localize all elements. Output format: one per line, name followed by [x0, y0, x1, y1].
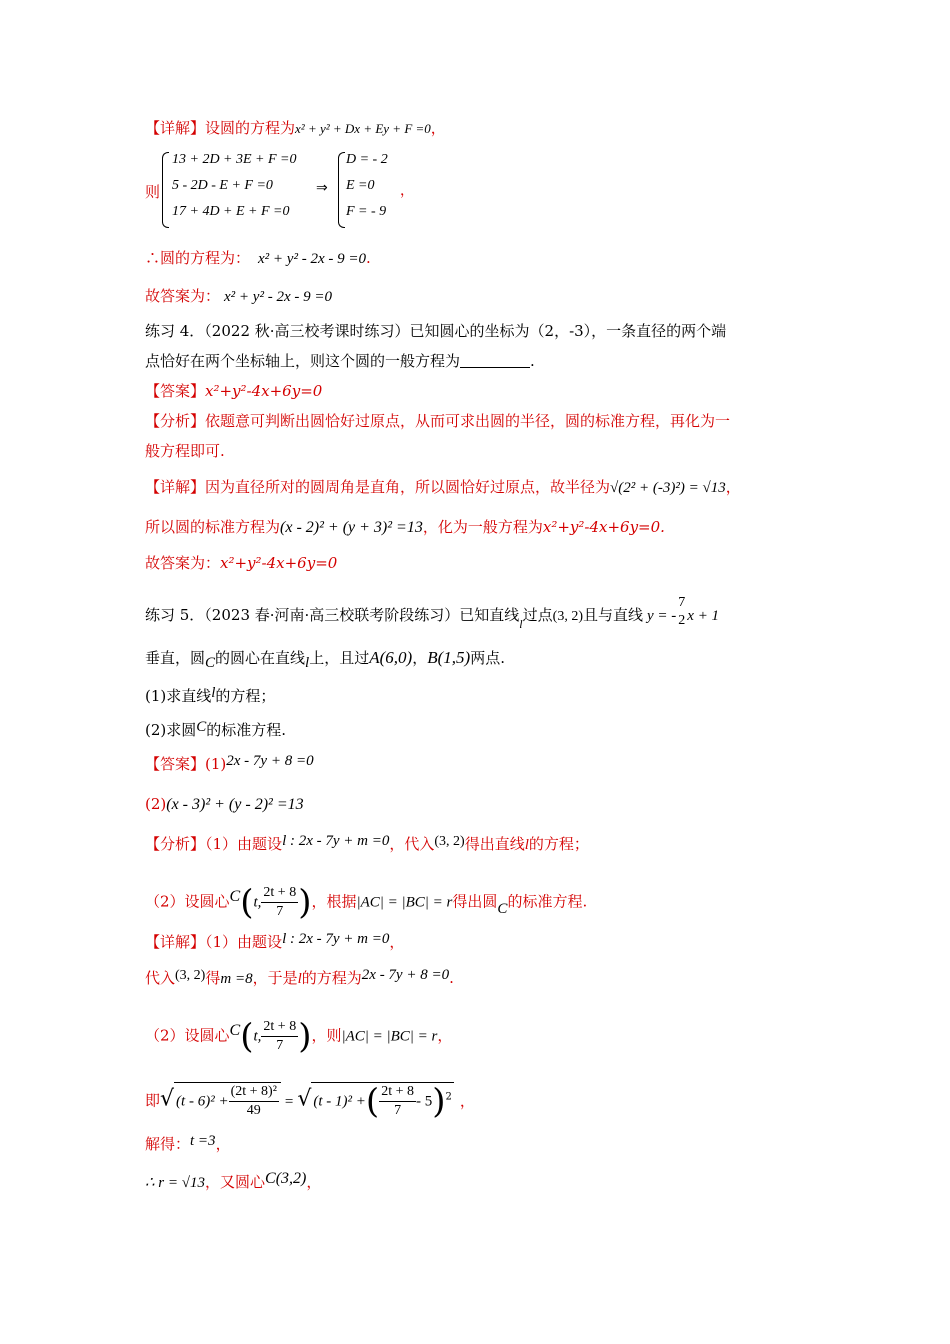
implies-arrow: ⇒ [316, 181, 328, 196]
point-A: A(6,0) [369, 648, 413, 667]
line-equation: l : 2x - 7y + m =0 [282, 833, 390, 849]
line-equation: 2x - 7y + 8 =0 [361, 967, 450, 983]
detail-4-line-1 [145, 477, 741, 498]
numerator: 2t + 8 [261, 1018, 298, 1037]
punct: . [530, 352, 535, 370]
circle-C: C [196, 719, 207, 735]
detail-text: 设圆的方程为 [205, 119, 296, 137]
analysis-text: 得出圆 [452, 892, 498, 911]
point: (3, 2) [175, 968, 206, 983]
analysis-5-line-2 [145, 884, 587, 921]
system-right-row: F = - 9 [346, 204, 387, 219]
sqrt-left [174, 1082, 281, 1120]
numerator: 2t + 8 [261, 884, 298, 903]
equation-system [160, 150, 414, 230]
exercise-4-text: 点恰好在两个坐标轴上，则这个圆的一般方程为 [145, 352, 461, 370]
question-text: 的方程； [215, 687, 276, 705]
circle-C: C [497, 900, 508, 917]
exercise-5-text: 过点 [522, 606, 553, 624]
answer-equation: x²+y²-4x+6y=0 [220, 554, 338, 572]
sqrt-symbol: √ [297, 1086, 312, 1112]
detail-text: 得 [205, 969, 221, 987]
detail-tag: 【详解】 [145, 478, 206, 496]
detail-line-1 [145, 118, 446, 139]
punct: ， [459, 1091, 475, 1110]
t-value: t =3 [190, 1133, 216, 1149]
fraction [676, 594, 687, 630]
answer-4-line [145, 381, 322, 401]
exercise-4-line-2 [145, 351, 535, 371]
fraction [261, 1018, 298, 1055]
exercise-5-text: 上，且过 [309, 649, 370, 667]
detail-text: ，则 [311, 1026, 342, 1045]
exercise-5-line-1 [145, 595, 720, 634]
radius-expression: √(2² + (-3)²) = √13 [610, 480, 726, 496]
left-paren: ( [365, 1081, 380, 1122]
answer-4-equation: x²+y²-4x+6y=0 [205, 382, 323, 400]
therefore-line [145, 248, 371, 269]
detail-5-line-2 [145, 968, 454, 990]
radius-value: ∴ r = √13 [145, 1175, 205, 1191]
sqrt-right [311, 1082, 453, 1120]
system-right-row: E =0 [346, 178, 375, 193]
detail-4-line-3 [145, 553, 337, 573]
detail-5-line-6 [145, 1172, 321, 1193]
answer-line [145, 286, 332, 307]
right-brace [338, 152, 345, 228]
exercise-5-text: 练习 5．（2023 春·河南·高三校联考阶段练习）已知直线 [145, 606, 520, 624]
circle-center: C(3,2) [265, 1170, 307, 1187]
detail-text: ，又圆心 [205, 1173, 266, 1191]
term: (t - 1)² + [313, 1093, 366, 1110]
exercise-5-text: 且与直线 [582, 606, 643, 624]
answer-5-line-1 [145, 754, 314, 775]
line-l: l [524, 837, 529, 853]
right-paren: ) [432, 1081, 446, 1122]
punct: ， [215, 1135, 231, 1153]
fraction [261, 884, 298, 921]
answer-tag: 【答案】 [145, 755, 206, 773]
right-paren: ) [298, 1016, 312, 1057]
answer-part: (1) [205, 755, 227, 773]
circle-C: C [205, 655, 216, 671]
denominator: 7 [276, 1038, 284, 1053]
detail-text: ，于是 [252, 969, 298, 987]
left-brace [162, 152, 169, 228]
point: (3, 2) [552, 609, 583, 624]
line-l: l [211, 685, 216, 701]
circle-C: C [229, 1021, 241, 1039]
analysis-text: （2）设圆心 [145, 892, 230, 911]
point-B: B(1,5) [427, 648, 471, 667]
answer-part: (2) [145, 795, 167, 813]
exercise-5-line-2 [145, 648, 505, 669]
punct: ， [389, 933, 405, 951]
sqrt-symbol: √ [160, 1086, 175, 1112]
system-right-row: D = - 2 [346, 152, 388, 167]
question-text: 的标准方程. [206, 721, 287, 739]
analysis-5-line-1 [145, 834, 589, 856]
equals: = [284, 1093, 294, 1110]
line-equation-right: x + 1 [687, 608, 720, 624]
detail-text: 代入 [145, 969, 176, 987]
question-text: (1)求直线 [145, 687, 212, 705]
fraction [229, 1083, 279, 1120]
question-2 [145, 720, 286, 741]
therefore-text: ∴圆的方程为： [145, 249, 251, 267]
line-equation-left: y = - [647, 608, 677, 624]
detail-text: 因为直径所对的圆周角是直角，所以圆恰好过原点，故半径为 [205, 478, 611, 496]
exercise-5-text: 的圆心在直线 [215, 649, 306, 667]
analysis-text: 的方程； [528, 835, 589, 853]
detail-text: （2）设圆心 [145, 1026, 230, 1045]
analysis-text: 的标准方程. [507, 892, 588, 911]
answer-label: 故答案为： [145, 287, 221, 305]
left-paren: ( [240, 1016, 254, 1057]
analysis-tag: 【分析】 [145, 412, 206, 430]
detail-5-line-1 [145, 932, 404, 953]
circle-general-equation: x² + y² + Dx + Ey + F =0 [295, 121, 431, 136]
circle-C: C [229, 887, 241, 905]
circle-standard-equation: (x - 3)² + (y - 2)² =13 [166, 796, 304, 813]
punct: ， [430, 119, 446, 137]
exercise-5-text: 垂直，圆 [145, 649, 206, 667]
coordinate-t: t, [253, 894, 262, 911]
detail-5-line-5 [145, 1134, 231, 1155]
denominator: 7 [394, 1103, 402, 1118]
analysis-4-line-2: 般方程即可. [145, 442, 225, 460]
punct: ， [725, 478, 741, 496]
circle-equation: x² + y² - 2x - 9 =0 [258, 251, 366, 267]
denominator: 49 [246, 1103, 261, 1118]
punct: . [365, 249, 371, 267]
term: - 5 [415, 1093, 433, 1110]
detail-text: 的方程为 [301, 969, 362, 987]
numerator: (2t + 8)² [229, 1083, 279, 1102]
punct: ， [412, 649, 428, 667]
analysis-text: ，代入 [389, 835, 435, 853]
detail-5-line-3 [145, 1018, 452, 1055]
detail-text: 解得： [145, 1135, 191, 1153]
punct: . [449, 969, 454, 987]
detail-text: 即 [145, 1091, 161, 1110]
numerator: 2t + 8 [379, 1083, 416, 1102]
answer-label: 故答案为： [145, 554, 221, 572]
exponent: 2 [445, 1091, 452, 1103]
denominator: 2 [678, 613, 686, 628]
detail-4-line-2 [145, 517, 665, 538]
m-value: m =8 [220, 971, 253, 987]
question-text: (2)求圆 [145, 721, 197, 739]
distance-equation: |AC| = |BC| = r [341, 1028, 438, 1045]
system-left-row: 17 + 4D + E + F =0 [172, 204, 290, 219]
detail-5-line-4 [145, 1082, 475, 1120]
line-l: l [305, 655, 310, 671]
analysis-text: ，根据 [311, 892, 357, 911]
term: (t - 6)² + [176, 1093, 229, 1110]
detail-tag: 【详解】 [145, 933, 206, 951]
punct: ， [437, 1026, 453, 1045]
question-1 [145, 686, 275, 707]
standard-equation: (x - 2)² + (y + 3)² =13 [280, 519, 423, 536]
analysis-text: 依题意可判断出圆恰好过原点，从而可求出圆的半径，圆的标准方程，再化为一 [205, 412, 731, 430]
analysis-tag: 【分析】 [145, 835, 206, 853]
distance-equation: |AC| = |BC| = r [356, 894, 453, 911]
analysis-text: 得出直线 [464, 835, 525, 853]
answer-5-line-2 [145, 794, 304, 815]
exercise-4-line-1: 练习 4．（2022 秋·高三校考课时练习）已知圆心的坐标为（2，-3），一条直径的两个端 [145, 322, 727, 340]
punct: ， [400, 184, 414, 199]
coordinate-t: t, [253, 1028, 262, 1045]
general-equation: x²+y²-4x+6y=0. [542, 518, 665, 536]
point: (3, 2) [434, 834, 465, 849]
analysis-text: （1）由题设 [205, 835, 283, 853]
exercise-5-text: 两点. [470, 649, 505, 667]
detail-tag: 【详解】 [145, 119, 206, 137]
system-left-row: 13 + 2D + 3E + F =0 [172, 152, 297, 167]
line-equation: 2x - 7y + 8 =0 [226, 753, 314, 769]
answer-tag: 【答案】 [145, 382, 206, 400]
line-l: l [297, 971, 302, 987]
system-prefix: 则 [145, 183, 161, 201]
answer-blank [460, 367, 530, 368]
detail-text: 所以圆的标准方程为 [145, 518, 281, 536]
answer-equation: x² + y² - 2x - 9 =0 [224, 289, 332, 305]
punct: ， [306, 1173, 322, 1191]
denominator: 7 [276, 904, 284, 919]
detail-text: （1）由题设 [205, 933, 283, 951]
left-paren: ( [240, 882, 254, 923]
numerator: 7 [678, 595, 686, 610]
line-l: l [519, 617, 523, 631]
system-left-row: 5 - 2D - E + F =0 [172, 178, 273, 193]
detail-text: ，化为一般方程为 [422, 518, 543, 536]
line-equation: l : 2x - 7y + m =0 [282, 931, 390, 947]
analysis-4-line-1 [145, 411, 730, 431]
right-paren: ) [298, 882, 312, 923]
fraction [379, 1083, 416, 1120]
